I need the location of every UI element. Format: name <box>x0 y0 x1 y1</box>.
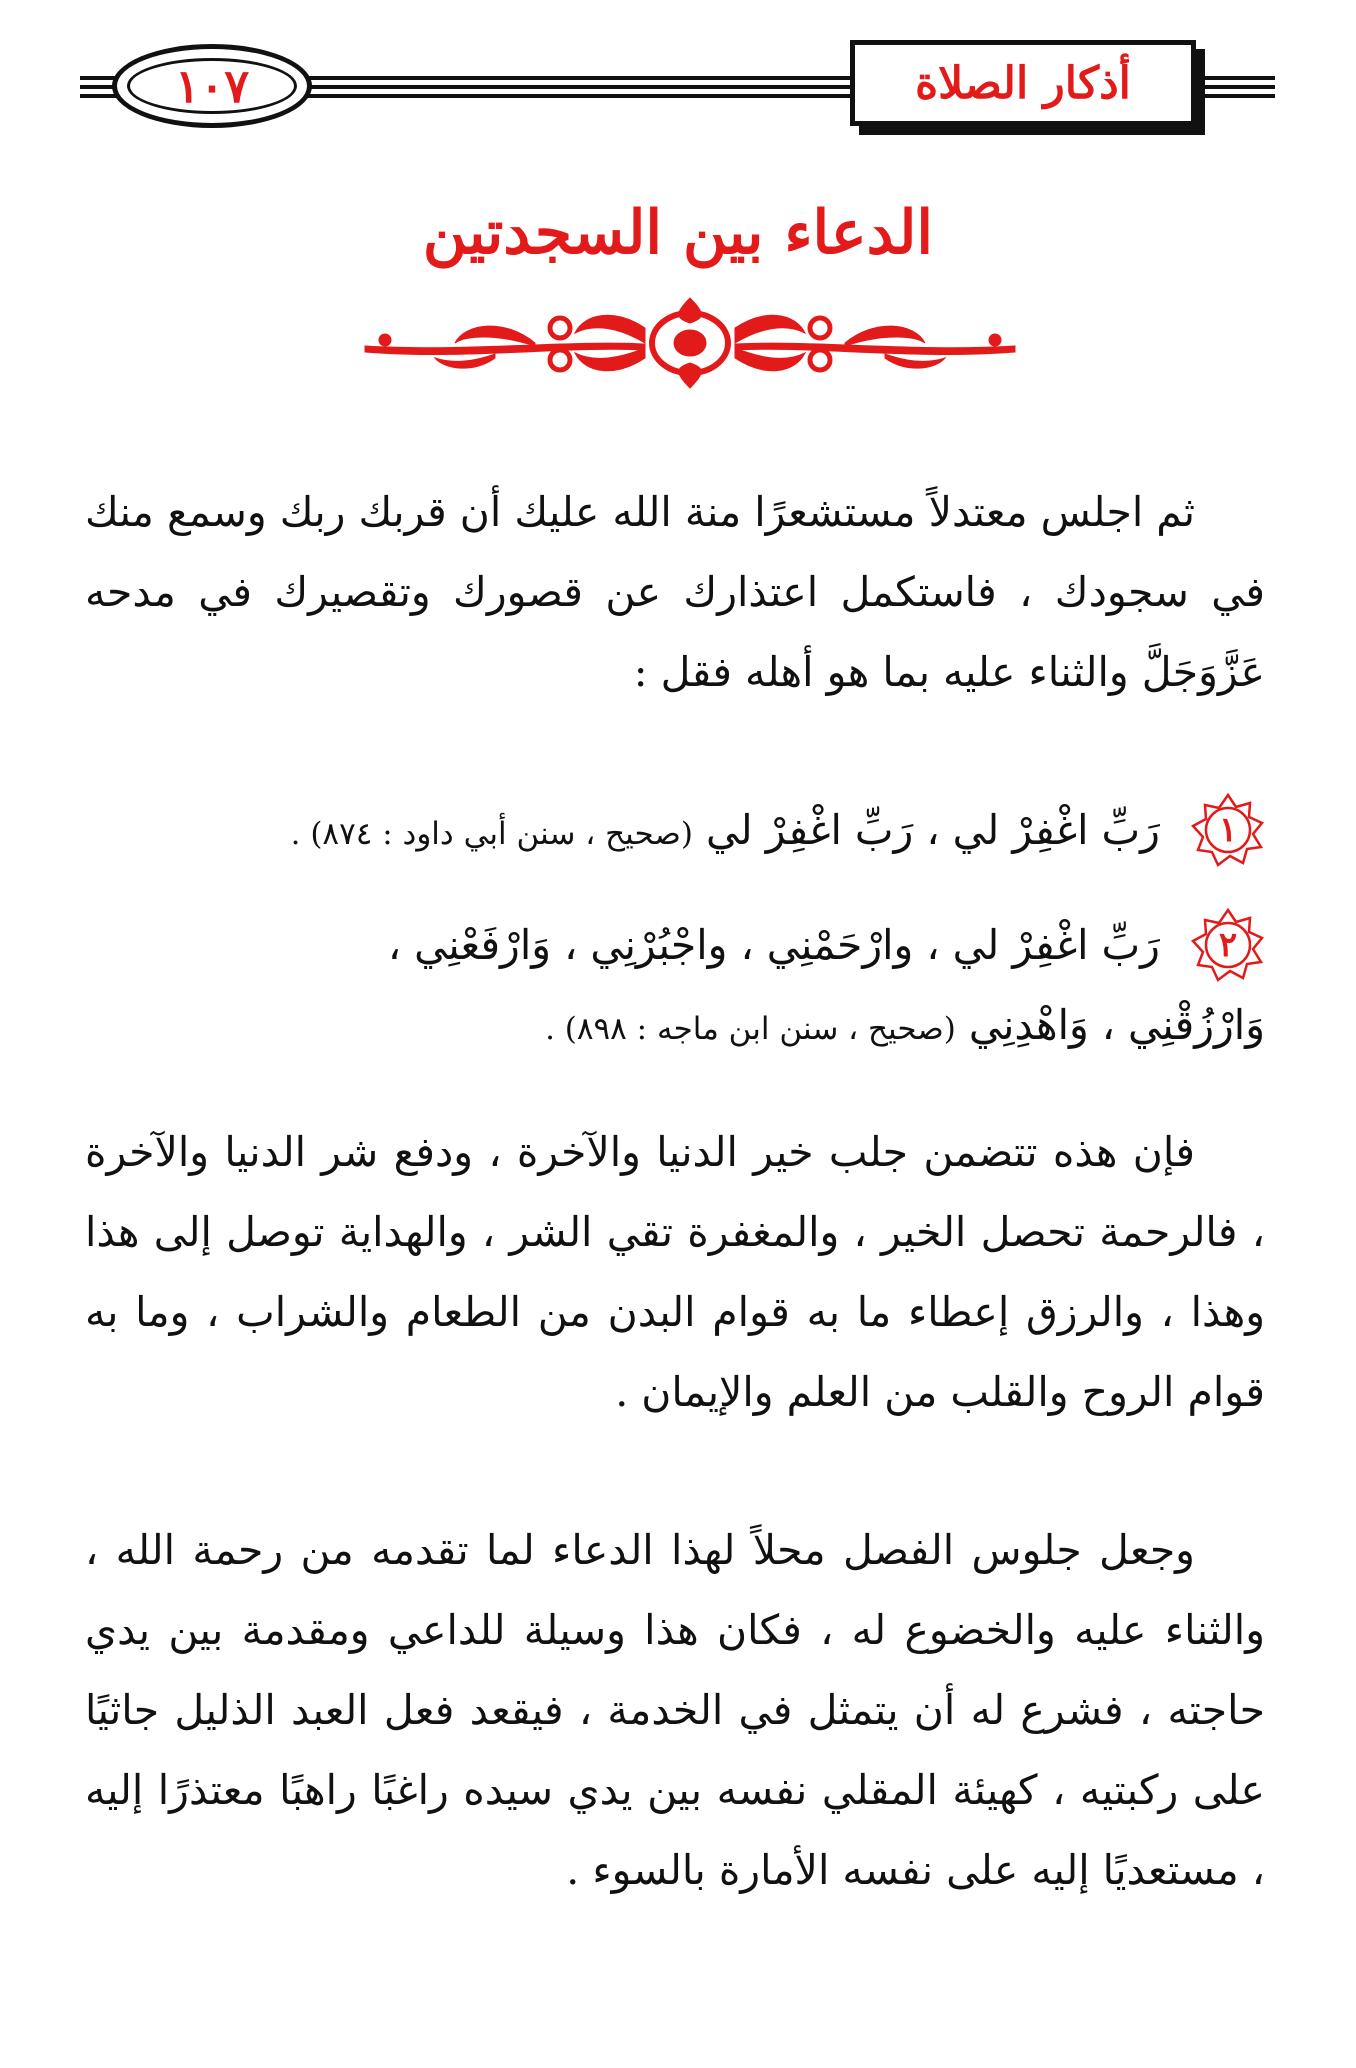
dua-number-badge <box>1191 908 1265 982</box>
page-number-oval <box>112 44 312 128</box>
closing-paragraph <box>85 1510 1265 1910</box>
dua-text: رَبِّ اغْفِرْ لي ، رَبِّ اغْفِرْ لي <box>706 806 1160 854</box>
dua-line-2 <box>85 985 1265 1069</box>
dua-number: ١ <box>1218 809 1238 850</box>
chapter-title: الدعاء بين السجدتين <box>422 198 934 268</box>
section-title: أذكار الصلاة <box>915 57 1131 109</box>
dua-item-1 <box>85 790 1265 874</box>
page-number: ١٠٧ <box>174 59 250 113</box>
dua-text: وَارْزُقْنِي ، وَاهْدِنِي <box>968 1001 1265 1049</box>
dua-number: ٢ <box>1218 924 1238 965</box>
dua-reference: (صحيح ، سنن أبي داود : ٨٧٤) . <box>290 816 693 852</box>
intro-paragraph <box>85 472 1265 712</box>
section-header-box <box>850 40 1196 126</box>
dua-item-2 <box>85 905 1265 1069</box>
explanation-text: فإن هذه تتضمن جلب خير الدنيا والآخرة ، ودفع شر الدنيا والآخرة ، فالرحمة تحصل الخير ، والمغفرة تقي الشر ، والهداية توصل إلى هذا وهذا ، والرزق إعطاء ما به قوام البدن من الطعام والشراب ، وما به قوام الروح والقلب من العلم والإيمان . <box>85 1128 1265 1416</box>
intro-text: ثم اجلس معتدلاً مستشعرًا منة الله عليك أن قربك ربك وسمع منك في سجودك ، فاستكمل اعتذارك عن قصورك وتقصيرك في مدحه عَزَّوَجَلَّ والثناء عليه بما هو أهله فقل : <box>85 488 1265 696</box>
closing-text: وجعل جلوس الفصل محلاً لهذا الدعاء لما تقدمه من رحمة الله ، والثناء عليه والخضوع له ، فكان هذا وسيلة للداعي ومقدمة بين يدي حاجته ، فشرع له أن يتمثل في الخدمة ، فيقعد فعل العبد الذليل جاثيًا على ركبتيه ، كهيئة المقلي نفسه بين يدي سيده راغبًا راهبًا معتذرًا إليه ، مستعديًا إليه على نفسه الأمارة بالسوء . <box>85 1526 1265 1894</box>
explanation-paragraph <box>85 1112 1265 1432</box>
dua-text: رَبِّ اغْفِرْ لي ، وارْحَمْنِي ، واجْبُرْنِي ، وَارْفَعْنِي ، <box>387 921 1160 969</box>
dua-number-badge <box>1191 793 1265 867</box>
ornament-divider <box>345 288 1035 398</box>
dua-reference: (صحيح ، سنن ابن ماجه : ٨٩٨) . <box>545 1011 956 1047</box>
